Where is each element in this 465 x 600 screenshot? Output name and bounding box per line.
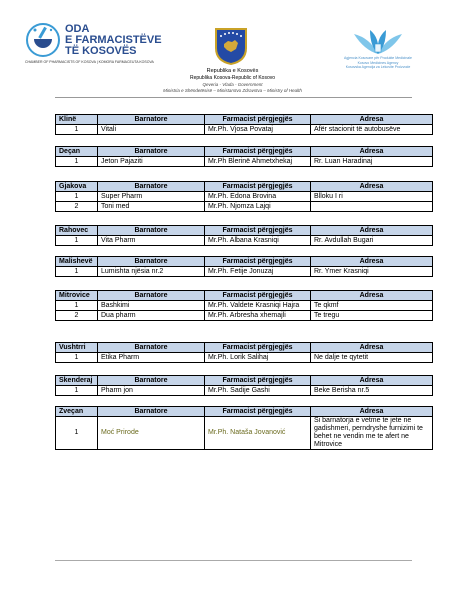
- agency-name-sr: Kosovska Agencija za Lekovite Proizvode: [345, 65, 411, 69]
- cell-adresa: Rr. Ymer Krasniqi: [311, 267, 433, 277]
- cell-barnatore: Toni med: [98, 202, 205, 212]
- table-header-row: [56, 226, 433, 236]
- cell-adresa: Beke Berisha nr.5: [311, 386, 433, 396]
- cell-farmacist: Mr.Ph Blerinë Ahmetxhekaj: [205, 157, 311, 167]
- column-header-barnatore: Barnatore: [98, 226, 205, 236]
- cell-barnatore: Bashkimi: [98, 301, 205, 311]
- cell-barnatore: Pharm jon: [98, 386, 205, 396]
- cell-n: 1: [56, 417, 98, 450]
- logo-line-3: TË KOSOVËS: [65, 45, 137, 57]
- column-header-barnatore: Barnatore: [98, 407, 205, 417]
- column-header-farmacist: Farmacist përgjegjës: [205, 115, 311, 125]
- republic-name-multilang: Republika Kosova-Republic of Kosovo: [189, 75, 276, 81]
- cell-n: 1: [56, 192, 98, 202]
- cell-n: 1: [56, 301, 98, 311]
- city-name: Vushtrri: [56, 343, 98, 353]
- table-row: [56, 301, 433, 311]
- city-name: Mitrovice: [56, 291, 98, 301]
- column-header-adresa: Adresa: [311, 147, 433, 157]
- column-header-adresa: Adresa: [311, 182, 433, 192]
- cell-barnatore: Jeton Pajaziti: [98, 157, 205, 167]
- mortar-pestle-icon: [25, 22, 61, 58]
- cell-farmacist: Mr.Ph. Albana Krasniqi: [205, 236, 311, 246]
- table-row: [56, 202, 433, 212]
- column-header-farmacist: Farmacist përgjegjës: [205, 257, 311, 267]
- cell-adresa: Blloku I ri: [311, 192, 433, 202]
- column-header-adresa: Adresa: [311, 407, 433, 417]
- cell-farmacist: Mr.Ph. Njomza Lajqi: [205, 202, 311, 212]
- column-header-barnatore: Barnatore: [98, 147, 205, 157]
- cell-adresa: Rr. Avdullah Bugari: [311, 236, 433, 246]
- column-header-barnatore: Barnatore: [98, 376, 205, 386]
- cell-farmacist: Mr.Ph. Arbresha xhemajli: [205, 311, 311, 321]
- medicines-agency-logo: [328, 26, 428, 74]
- column-header-adresa: Adresa: [311, 343, 433, 353]
- cell-barnatore: Etika Pharm: [98, 353, 205, 363]
- city-table: [55, 225, 433, 246]
- cell-n: 1: [56, 386, 98, 396]
- cell-barnatore: Dua pharm: [98, 311, 205, 321]
- column-header-farmacist: Farmacist përgjegjës: [205, 376, 311, 386]
- table-row: [56, 267, 433, 277]
- logo-subtitle: CHAMBER OF PHARMACISTS OF KOSOVA | KOMORA FARMACEUTA KOSOVA: [25, 60, 154, 64]
- table-header-row: [56, 257, 433, 267]
- table-header-row: [56, 291, 433, 301]
- column-header-farmacist: Farmacist përgjegjës: [205, 226, 311, 236]
- city-name: Rahovec: [56, 226, 98, 236]
- ministry-header: [100, 68, 365, 94]
- cell-barnatore: Vita Pharm: [98, 236, 205, 246]
- column-header-barnatore: Barnatore: [98, 291, 205, 301]
- cell-adresa: Si barnatorja e vetme te jete ne gadishmeri, perndryshe furnizimi te behet ne vendin me te afert ne Mitrovice: [311, 417, 433, 450]
- table-row: [56, 386, 433, 396]
- column-header-farmacist: Farmacist përgjegjës: [205, 147, 311, 157]
- column-header-adresa: Adresa: [311, 291, 433, 301]
- cell-adresa: Rr. Luan Haradinaj: [311, 157, 433, 167]
- cell-adresa: [311, 202, 433, 212]
- table-header-row: [56, 147, 433, 157]
- column-header-farmacist: Farmacist përgjegjës: [205, 182, 311, 192]
- cell-n: 2: [56, 202, 98, 212]
- city-table: [55, 114, 433, 135]
- city-name: Klinë: [56, 115, 98, 125]
- cell-barnatore: Lumishta njësia nr.2: [98, 267, 205, 277]
- agency-wings-icon: [328, 26, 428, 56]
- government-line: Qeveria - Vlada - Government: [202, 82, 263, 87]
- city-table: [55, 290, 433, 321]
- cell-farmacist: Mr.Ph. Edona Brovina: [205, 192, 311, 202]
- table-header-row: [56, 407, 433, 417]
- cell-barnatore: Super Pharm: [98, 192, 205, 202]
- cell-farmacist: Mr.Ph. Vjosa Povataj: [205, 125, 311, 135]
- cell-adresa: Te qkmf: [311, 301, 433, 311]
- cell-farmacist: Mr.Ph. Valdete Krasniqi Hajra: [205, 301, 311, 311]
- agency-name-en: Kosovo Medicines Agency: [357, 60, 399, 65]
- table-row: [56, 125, 433, 135]
- city-table: [55, 146, 433, 167]
- cell-farmacist: Mr.Ph. Sadije Gashi: [205, 386, 311, 396]
- cell-n: 1: [56, 236, 98, 246]
- chamber-logo: [25, 22, 175, 68]
- cell-farmacist: Mr.Ph. Fetije Jonuzaj: [205, 267, 311, 277]
- cell-barnatore: Moć Prirode: [98, 417, 205, 450]
- table-header-row: [56, 182, 433, 192]
- column-header-barnatore: Barnatore: [98, 257, 205, 267]
- table-row: [56, 157, 433, 167]
- kosovo-coat-of-arms-icon: [211, 26, 251, 66]
- table-header-row: [56, 115, 433, 125]
- cell-n: 2: [56, 311, 98, 321]
- table-row: [56, 353, 433, 363]
- table-row: [56, 192, 433, 202]
- cell-n: 1: [56, 157, 98, 167]
- city-table: [55, 181, 433, 212]
- cell-n: 1: [56, 353, 98, 363]
- city-table: [55, 406, 433, 450]
- letterhead: [0, 0, 465, 100]
- city-table: [55, 342, 433, 363]
- cell-farmacist: Mr.Ph. Nataša Jovanović: [205, 417, 311, 450]
- cell-adresa: Afër stacionit të autobusëve: [311, 125, 433, 135]
- cell-n: 1: [56, 267, 98, 277]
- column-header-adresa: Adresa: [311, 376, 433, 386]
- column-header-farmacist: Farmacist përgjegjës: [205, 343, 311, 353]
- cell-adresa: Te tregu: [311, 311, 433, 321]
- logo-line-2: E FARMACISTËVE: [65, 34, 162, 46]
- city-name: Skenderaj: [56, 376, 98, 386]
- city-name: Zveçan: [56, 407, 98, 417]
- agency-name-sq: Agjencia Kosovare për Produkte Medicinale: [344, 56, 412, 60]
- city-name: Malishevë: [56, 257, 98, 267]
- column-header-barnatore: Barnatore: [98, 115, 205, 125]
- footer-divider: [55, 560, 412, 561]
- city-name: Deçan: [56, 147, 98, 157]
- city-table: [55, 256, 433, 277]
- ministry-line: Ministria e Shëndetësisë – Ministarstvo Zdravstva – Ministry of Health: [163, 88, 302, 93]
- logo-line-1: ODA: [65, 23, 90, 35]
- column-header-farmacist: Farmacist përgjegjës: [205, 407, 311, 417]
- table-row: [56, 417, 433, 450]
- column-header-adresa: Adresa: [311, 257, 433, 267]
- republic-name: Republika e Kosovës: [206, 68, 259, 74]
- cell-n: 1: [56, 125, 98, 135]
- table-row: [56, 311, 433, 321]
- column-header-farmacist: Farmacist përgjegjës: [205, 291, 311, 301]
- column-header-adresa: Adresa: [311, 115, 433, 125]
- header-divider: [55, 97, 412, 98]
- cell-barnatore: Vitali: [98, 125, 205, 135]
- table-row: [56, 236, 433, 246]
- cell-farmacist: Mr.Ph. Lorik Salihaj: [205, 353, 311, 363]
- city-name: Gjakova: [56, 182, 98, 192]
- city-table: [55, 375, 433, 396]
- table-header-row: [56, 343, 433, 353]
- table-header-row: [56, 376, 433, 386]
- column-header-barnatore: Barnatore: [98, 182, 205, 192]
- column-header-barnatore: Barnatore: [98, 343, 205, 353]
- cell-adresa: Ne dalje te qytetit: [311, 353, 433, 363]
- column-header-adresa: Adresa: [311, 226, 433, 236]
